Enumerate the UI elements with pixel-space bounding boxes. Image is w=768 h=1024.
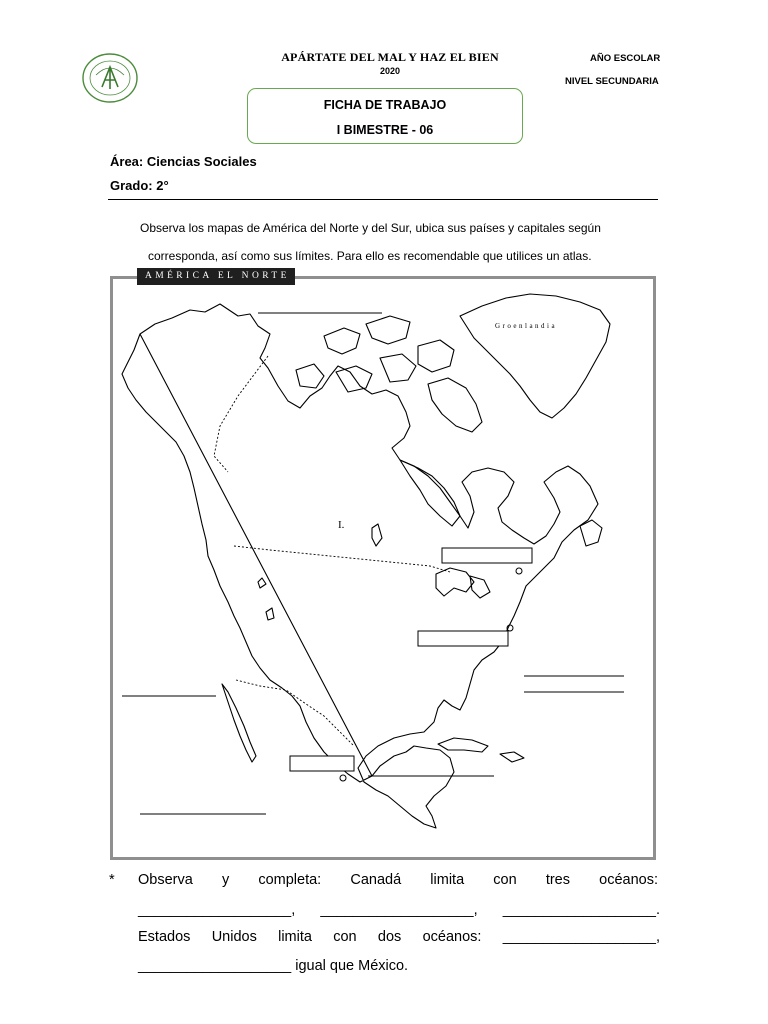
worksheet-subtitle: I BIMESTRE - 06	[336, 123, 434, 137]
question-bullet: *	[109, 872, 115, 888]
lake-small	[258, 578, 266, 588]
continent-outline	[122, 304, 598, 828]
question-line-2	[138, 902, 660, 918]
question-line-3	[138, 929, 660, 945]
hispaniola	[500, 752, 524, 762]
answer-box-canada-capital	[442, 548, 532, 563]
q1-word: Observa	[138, 872, 193, 888]
instruction-line-1: Observa los mapas de América del Norte y del Sur, ubica sus países y capitales según	[140, 221, 601, 235]
q3-word: limita	[278, 929, 312, 945]
header-year: 2020	[379, 66, 401, 76]
q1-word: limita	[430, 872, 465, 888]
greenland	[460, 294, 610, 418]
arctic-island-6	[296, 364, 324, 388]
q1-word: Canadá	[350, 872, 402, 888]
north-america-map	[110, 276, 656, 860]
q1-word: tres	[545, 872, 570, 888]
worksheet-title: FICHA DE TRABAJO	[323, 98, 447, 112]
q3-word: Estados	[138, 929, 191, 945]
answer-blank[interactable]: ___________________,	[320, 902, 478, 918]
q1-word: océanos:	[599, 872, 658, 888]
canada-mark: I.	[338, 519, 345, 531]
answer-blank[interactable]: ___________________,	[138, 902, 296, 918]
answer-blank[interactable]: ___________________,	[502, 929, 660, 945]
greenland-label: Groenlandia	[495, 322, 558, 330]
cuba	[438, 738, 488, 752]
q3-word: dos	[377, 929, 402, 945]
answer-blank[interactable]: ___________________.	[502, 902, 660, 918]
capital-marker-mexico	[340, 775, 346, 781]
baffin-island	[428, 378, 482, 432]
q1-word: y	[221, 872, 230, 888]
header-divider	[108, 199, 658, 200]
q3-word: Unidos	[211, 929, 257, 945]
q1-word: completa:	[258, 872, 322, 888]
lake-winnipeg	[372, 524, 382, 546]
question-line-4[interactable]: ___________________ igual que México.	[138, 958, 409, 974]
alaska-canada-border	[214, 356, 268, 472]
q3-word: con	[333, 929, 357, 945]
arctic-island-2	[366, 316, 410, 344]
newfoundland	[580, 520, 602, 546]
arctic-island-5	[380, 354, 416, 382]
us-canada-border	[234, 546, 450, 572]
arctic-island-1	[324, 328, 360, 354]
grade-label: Grado: 2°	[110, 178, 169, 193]
instruction-line-2: corresponda, así como sus límites. Para ello es recomendable que utilices un atlas.	[148, 249, 592, 263]
school-motto: APÁRTATE DEL MAL Y HAZ EL BIEN	[281, 50, 499, 64]
arctic-island-4	[336, 366, 372, 392]
school-logo	[82, 53, 138, 103]
capital-marker-ottawa	[516, 568, 522, 574]
school-year-label: AÑO ESCOLAR	[590, 53, 661, 64]
map-title-tag: AMÉRICA EL NORTE	[137, 268, 295, 285]
great-salt-lake	[266, 608, 274, 620]
q1-word: con	[493, 872, 517, 888]
us-mexico-border	[236, 680, 354, 746]
great-lakes	[436, 568, 490, 598]
area-label: Área: Ciencias Sociales	[110, 154, 257, 169]
answer-box-mexico-capital	[290, 756, 354, 771]
answer-box-usa-capital	[418, 631, 508, 646]
hudson-bay	[400, 460, 460, 526]
q3-word: océanos:	[422, 929, 482, 945]
baja-california	[222, 684, 256, 762]
question-line-1	[138, 872, 658, 888]
level-label: NIVEL SECUNDARIA	[565, 76, 659, 87]
arctic-island-3	[418, 340, 454, 372]
